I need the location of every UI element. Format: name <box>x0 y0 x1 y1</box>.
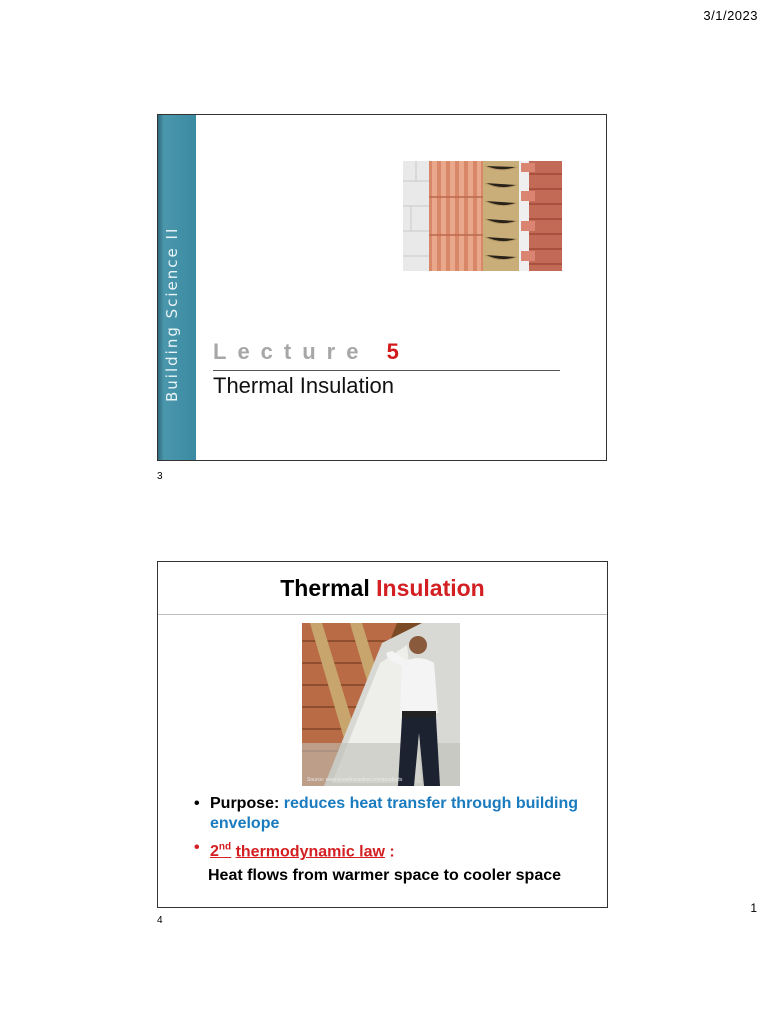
date-header: 3/1/2023 <box>703 8 758 23</box>
title-divider <box>158 614 607 615</box>
bullet-marker: • <box>194 795 200 812</box>
attic-insulation-photo <box>302 623 460 786</box>
law-text: thermodynamic law <box>235 843 385 861</box>
bullet-list <box>194 794 608 886</box>
page-number: 1 <box>750 901 757 915</box>
bullet-thermodynamic-law <box>194 838 608 862</box>
heat-flow-statement: Heat flows from warmer space to cooler space <box>208 867 562 885</box>
bullet-text: reduces heat transfer through building envelope <box>210 795 579 832</box>
sidebar-course-title: Building Science II <box>163 226 181 402</box>
sidebar-band <box>158 115 196 460</box>
law-ordinal-suffix: nd <box>218 842 232 853</box>
lecture-title: Thermal Insulation <box>213 373 394 398</box>
bullet-label: Purpose: <box>210 795 280 812</box>
law-colon: : <box>389 843 395 861</box>
title-divider <box>213 370 560 371</box>
lecture-number: 5 <box>386 339 399 364</box>
insulated-wall-image <box>403 161 562 271</box>
slide-number: 3 <box>157 471 163 482</box>
slide-lecture-title <box>157 114 607 461</box>
law-ordinal <box>210 843 231 860</box>
lecture-word: Lecture <box>213 339 370 364</box>
slide-title-part2: Insulation <box>376 575 485 601</box>
bullet-purpose <box>194 794 608 834</box>
slide-thermal-insulation <box>157 561 608 908</box>
bullet-marker: • <box>194 839 200 856</box>
slide-number: 4 <box>157 915 163 926</box>
lecture-heading <box>213 339 399 365</box>
image-source-caption: Source: www.knaufinsulation.com/products <box>307 777 403 783</box>
slide-title-part1: Thermal <box>280 575 370 601</box>
slide-title <box>158 575 607 602</box>
law-ordinal-number: 2 <box>210 843 219 861</box>
